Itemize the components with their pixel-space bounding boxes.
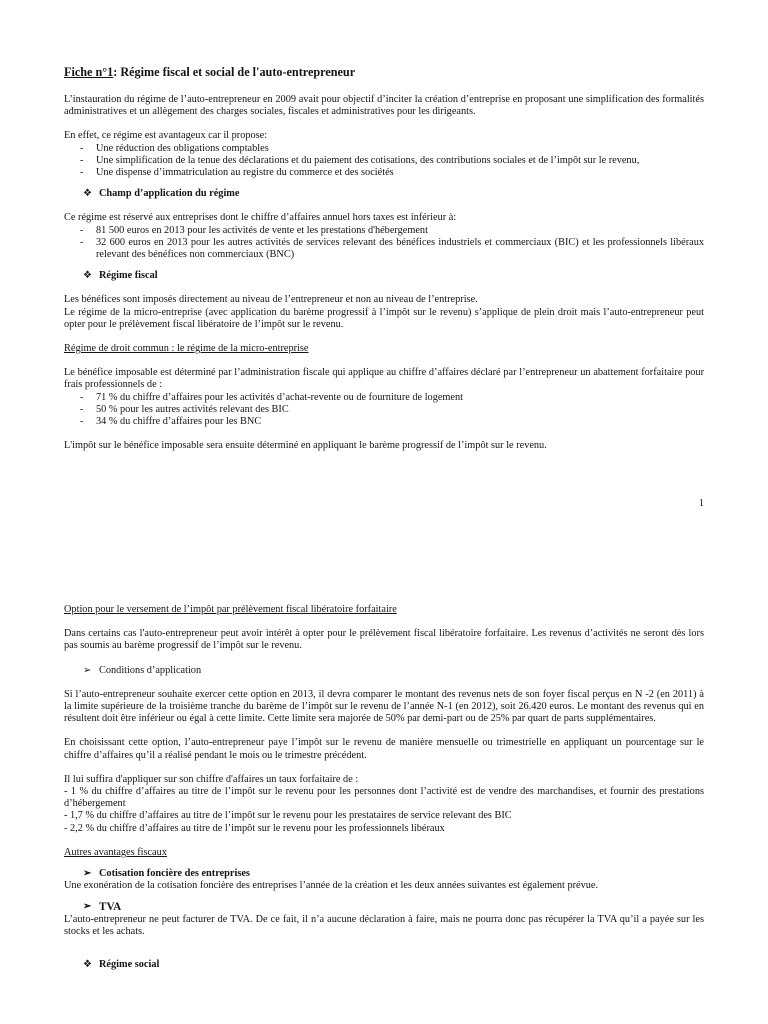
section-heading-fiscal (64, 270, 704, 282)
arrow-bullet-icon: ➢ (83, 901, 92, 913)
fiscal-paragraph-1: Les bénéfices sont imposés directement au niveau de l’entrepreneur et non au niveau de l’entreprise. (64, 294, 478, 306)
list-item: - Une réduction des obligations comptables (80, 143, 704, 155)
common-regime-paragraph: Le bénéfice imposable est déterminé par l’administration fiscale qui applique au chiffre d’affaires déclaré par l’entrepreneur un abattement forfaitaire pour frais professionnels de : (64, 367, 704, 391)
cfe-paragraph: Une exonération de la cotisation foncière des entreprises l’année de la création et les deux années suivantes est également prévue. (64, 880, 599, 892)
list-item: - 32 600 euros en 2013 pour les autres activités de services relevant des bénéfices industriels et commerciaux (BIC) et les professionnels libéraux relevant des bénéfices non commerciaux (BNC) (80, 237, 704, 261)
rate-item: - 1 % du chiffre d’affaires au titre de l’impôt sur le revenu pour les personnes dont l’activité est de vendre des marchandises, et fournir des prestations d’hébergement (64, 786, 704, 810)
conditions-heading (64, 665, 704, 677)
cfe-heading (64, 868, 704, 880)
scope-intro: Ce régime est réservé aux entreprises dont le chiffre d’affaires annuel hors taxes est inférieur à: (64, 212, 457, 224)
list-item: - 34 % du chiffre d’affaires pour les BNC (80, 416, 704, 428)
list-item: - 81 500 euros en 2013 pour les activités de vente et les prestations d'hébergement (80, 225, 704, 237)
list-item: - Une dispense d’immatriculation au registre du commerce et des sociétés (80, 167, 704, 179)
scope-list (64, 225, 704, 262)
list-item: - 50 % pour les autres activités relevant des BIC (80, 404, 704, 416)
section-label: Régime social (99, 959, 160, 971)
list-item: - Une simplification de la tenue des déclarations et du paiement des cotisations, des contributions sociales et de l’impôt sur le revenu, (80, 155, 704, 167)
other-advantages-title: Autres avantages fiscaux (64, 846, 167, 858)
arrow-bullet-icon: ➢ (83, 868, 92, 880)
conditions-paragraph-1: Si l’auto-entrepreneur souhaite exercer cette option en 2013, il devra comparer le montant des revenus nets de son foyer fiscal perçus en N -2 (en 2011) à la limite supérieure de la troisième tranche du barème de l’impôt sur le revenu de l’année N-1 (en 2012), soit 26.420 euros. Le montant des revenus qui en résultent doit être inférieur ou égal à cette limite. Cette limite sera majorée de 50% par demi-part ou de 25% par quart de parts supplémentaires. (64, 688, 704, 725)
section-heading-social (64, 959, 704, 971)
title-prefix: Fiche n°1 (64, 65, 114, 79)
tva-paragraph: L’auto-entrepreneur ne peut facturer de TVA. De ce fait, il n’a aucune déclaration à faire, mais ne pourra donc pas récupérer la TVA qu’il a payée sur les stocks et les achats. (64, 913, 704, 937)
diamond-bullet-icon: ❖ (83, 188, 92, 200)
advantages-intro: En effet, ce régime est avantageux car il propose: (64, 130, 268, 142)
tax-note: L'impôt sur le bénéfice imposable sera ensuite déterminé en appliquant le barème progressif de l’impôt sur le revenu. (64, 440, 547, 452)
section-label: Régime fiscal (99, 270, 158, 282)
heading-label: Conditions d’application (99, 664, 202, 676)
advantages-list (64, 143, 704, 180)
tva-heading (64, 901, 704, 913)
page-title (64, 64, 704, 80)
section-heading-scope (64, 188, 704, 200)
list-item: - 71 % du chiffre d’affaires pour les activités d’achat-revente ou de fourniture de logement (80, 392, 704, 404)
title-rest: : Régime fiscal et social de l'auto-entrepreneur (113, 65, 356, 79)
common-regime-title: Régime de droit commun : le régime de la micro-entreprise (64, 343, 309, 355)
rate-item: - 2,2 % du chiffre d’affaires au titre de l’impôt sur le revenu pour les professionnels libéraux (64, 822, 445, 834)
option-paragraph: Dans certains cas l'auto-entrepreneur peut avoir intérêt à opter pour le prélèvement fiscal libératoire forfaitaire. Les revenus d’activités ne seront dès lors pas soumis au barème progressif de l’impôt sur le revenu. (64, 628, 704, 652)
page-1 (64, 64, 704, 452)
page-2 (64, 604, 704, 971)
diamond-bullet-icon: ❖ (83, 270, 92, 282)
arrow-bullet-icon: ➢ (83, 664, 92, 676)
conditions-paragraph-2: En choisissant cette option, l’auto-entrepreneur paye l’impôt sur le revenu de manière mensuelle ou trimestrielle en appliquant un pourcentage sur le chiffre d’affaires qu’il a réalisé pendant le mois ou le trimestre précédent. (64, 737, 704, 761)
rate-intro: Il lui suffira d'appliquer sur son chiffre d'affaires un taux forfaitaire de : (64, 773, 359, 785)
rate-item: - 1,7 % du chiffre d’affaires au titre de l’impôt sur le revenu pour les prestataires de service relevant des BIC (64, 810, 512, 822)
option-title: Option pour le versement de l’impôt par prélèvement fiscal libératoire forfaitaire (64, 604, 397, 615)
heading-label: TVA (99, 901, 122, 914)
section-label: Champ d’application du régime (99, 188, 240, 200)
diamond-bullet-icon: ❖ (83, 959, 92, 971)
heading-label: Cotisation foncière des entreprises (99, 868, 250, 880)
intro-paragraph: L’instauration du régime de l’auto-entrepreneur en 2009 avait pour objectif d’inciter la création d’entreprise en proposant une simplification des formalités administratives et un allègement des charges sociales, fiscales et administratives pour les dirigeants. (64, 94, 704, 118)
fiscal-paragraph-2: Le régime de la micro-entreprise (avec application du barème progressif à l’impôt sur le revenu) s’applique de plein droit mais l’auto-entrepreneur peut opter pour le prélèvement fiscal libératoire de l’impôt sur le revenu. (64, 306, 704, 330)
page-number: 1 (698, 498, 704, 509)
allowance-list (64, 392, 704, 429)
